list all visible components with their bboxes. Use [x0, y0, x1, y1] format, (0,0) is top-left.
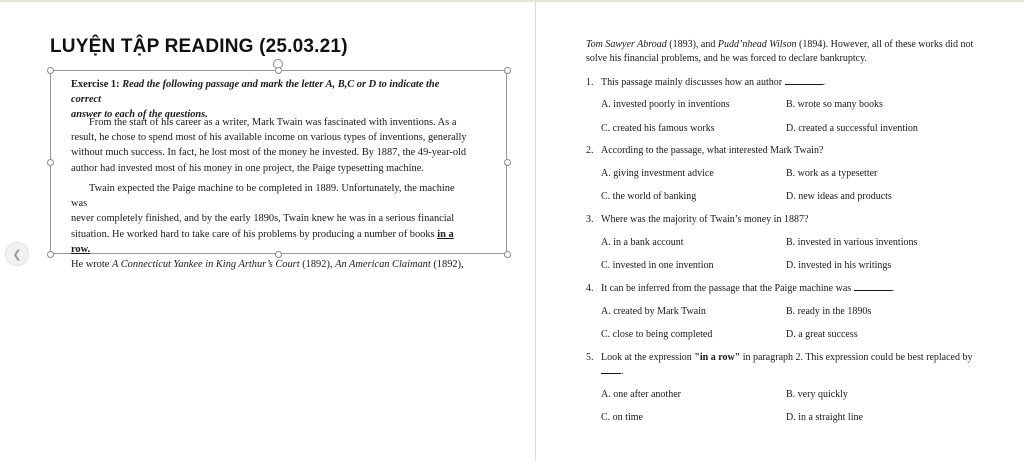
book-title: Tom Sawyer Abroad — [586, 39, 667, 50]
chevron-left-icon: ❮ — [12, 247, 22, 261]
page-divider — [535, 2, 536, 461]
q5-option-a[interactable]: A. one after another — [601, 389, 681, 400]
book-title: Pudd’nhead Wilson — [717, 39, 797, 50]
q5-option-b[interactable]: B. very quickly — [786, 389, 848, 400]
q2-option-c[interactable]: C. the world of banking — [601, 191, 697, 202]
resize-handle-left[interactable] — [47, 159, 54, 166]
q3-option-d[interactable]: D. invested in his writings — [786, 260, 892, 271]
question-number: 1. — [586, 77, 594, 88]
passage-continuation-line-2: solve his financial problems, and he was forced to declare bankruptcy. — [586, 53, 867, 64]
q1-option-c[interactable]: C. created his famous works — [601, 123, 715, 134]
resize-handle-right[interactable] — [504, 159, 511, 166]
q1-option-d[interactable]: D. created a successful invention — [786, 123, 918, 134]
passage-paragraph-1: From the start of his career as a writer, Mark Twain was fascinated with inventions. As a result, he chose to spend most of his available income on various types of inventions, generally without much success. In fact, he lost most of the money he invested. By 1887, the 49-year-old author had invested most of his money in one project, the Paige typesetting machine. — [71, 117, 467, 174]
passage-paragraph-2: Twain expected the Paige machine to be completed in 1889. Unfortunately, the machine was never completely finished, and by the early 1890s, Twain knew he was in a serious financial situation. He worked hard to take care of his problems by producing a number of books in a row. He wrote A Connecticut Yankee in King Arthur’s Court (1892), An American Claimant (1892), — [71, 183, 464, 271]
resize-handle-bottom-left[interactable] — [47, 251, 54, 258]
question-1-text: This passage mainly discusses how an author . — [601, 77, 826, 88]
question-2-text: According to the passage, what interested Mark Twain? — [601, 145, 824, 156]
question-5-text: Look at the expression "in a row" in paragraph 2. This expression could be best replaced by — [601, 352, 973, 363]
q3-option-b[interactable]: B. invested in various inventions — [786, 237, 918, 248]
question-5-blank: . — [601, 365, 624, 378]
highlighted-expression: in a row. — [71, 228, 454, 255]
resize-handle-top-left[interactable] — [47, 67, 54, 74]
book-title: An American Claimant — [335, 259, 431, 271]
book-title: A Connecticut Yankee in King Arthur’s Court — [111, 259, 300, 271]
resize-handle-bottom-right[interactable] — [504, 251, 511, 258]
question-number: 3. — [586, 214, 594, 225]
exercise-label: Exercise 1: — [71, 79, 120, 90]
q2-option-a[interactable]: A. giving investment advice — [601, 168, 714, 179]
q4-option-a[interactable]: A. created by Mark Twain — [601, 306, 706, 317]
question-number: 2. — [586, 145, 594, 156]
exercise-instruction: Exercise 1: Read the following passage and mark the letter A, B,C or D to indicate the correct answer to each of the questions. — [71, 79, 440, 121]
resize-handle-top[interactable] — [275, 67, 282, 74]
question-3-text: Where was the majority of Twain’s money in 1887? — [601, 214, 809, 225]
question-number: 5. — [586, 352, 594, 363]
q1-option-b[interactable]: B. wrote so many books — [786, 99, 883, 110]
q1-option-a[interactable]: A. invested poorly in inventions — [601, 99, 730, 110]
q2-option-d[interactable]: D. new ideas and products — [786, 191, 892, 202]
page-title: LUYỆN TẬP READING (25.03.21) — [50, 36, 348, 57]
top-border — [0, 0, 1024, 2]
previous-page-button[interactable] — [5, 242, 29, 266]
q3-option-a[interactable]: A. in a bank account — [601, 237, 684, 248]
q4-option-c[interactable]: C. close to being completed — [601, 329, 713, 340]
q5-option-d[interactable]: D. in a straight line — [786, 412, 863, 423]
question-number: 4. — [586, 283, 594, 294]
q2-option-b[interactable]: B. work as a typesetter — [786, 168, 878, 179]
q3-option-c[interactable]: C. invested in one invention — [601, 260, 714, 271]
passage-continuation-line-1: Tom Sawyer Abroad (1893), and Pudd’nhead Wilson (1894). However, all of these works did not — [586, 39, 974, 50]
resize-handle-top-right[interactable] — [504, 67, 511, 74]
question-4-text: It can be inferred from the passage that the Paige machine was . — [601, 283, 895, 294]
q5-option-c[interactable]: C. on time — [601, 412, 643, 423]
q4-option-b[interactable]: B. ready in the 1890s — [786, 306, 872, 317]
q4-option-d[interactable]: D. a great success — [786, 329, 858, 340]
